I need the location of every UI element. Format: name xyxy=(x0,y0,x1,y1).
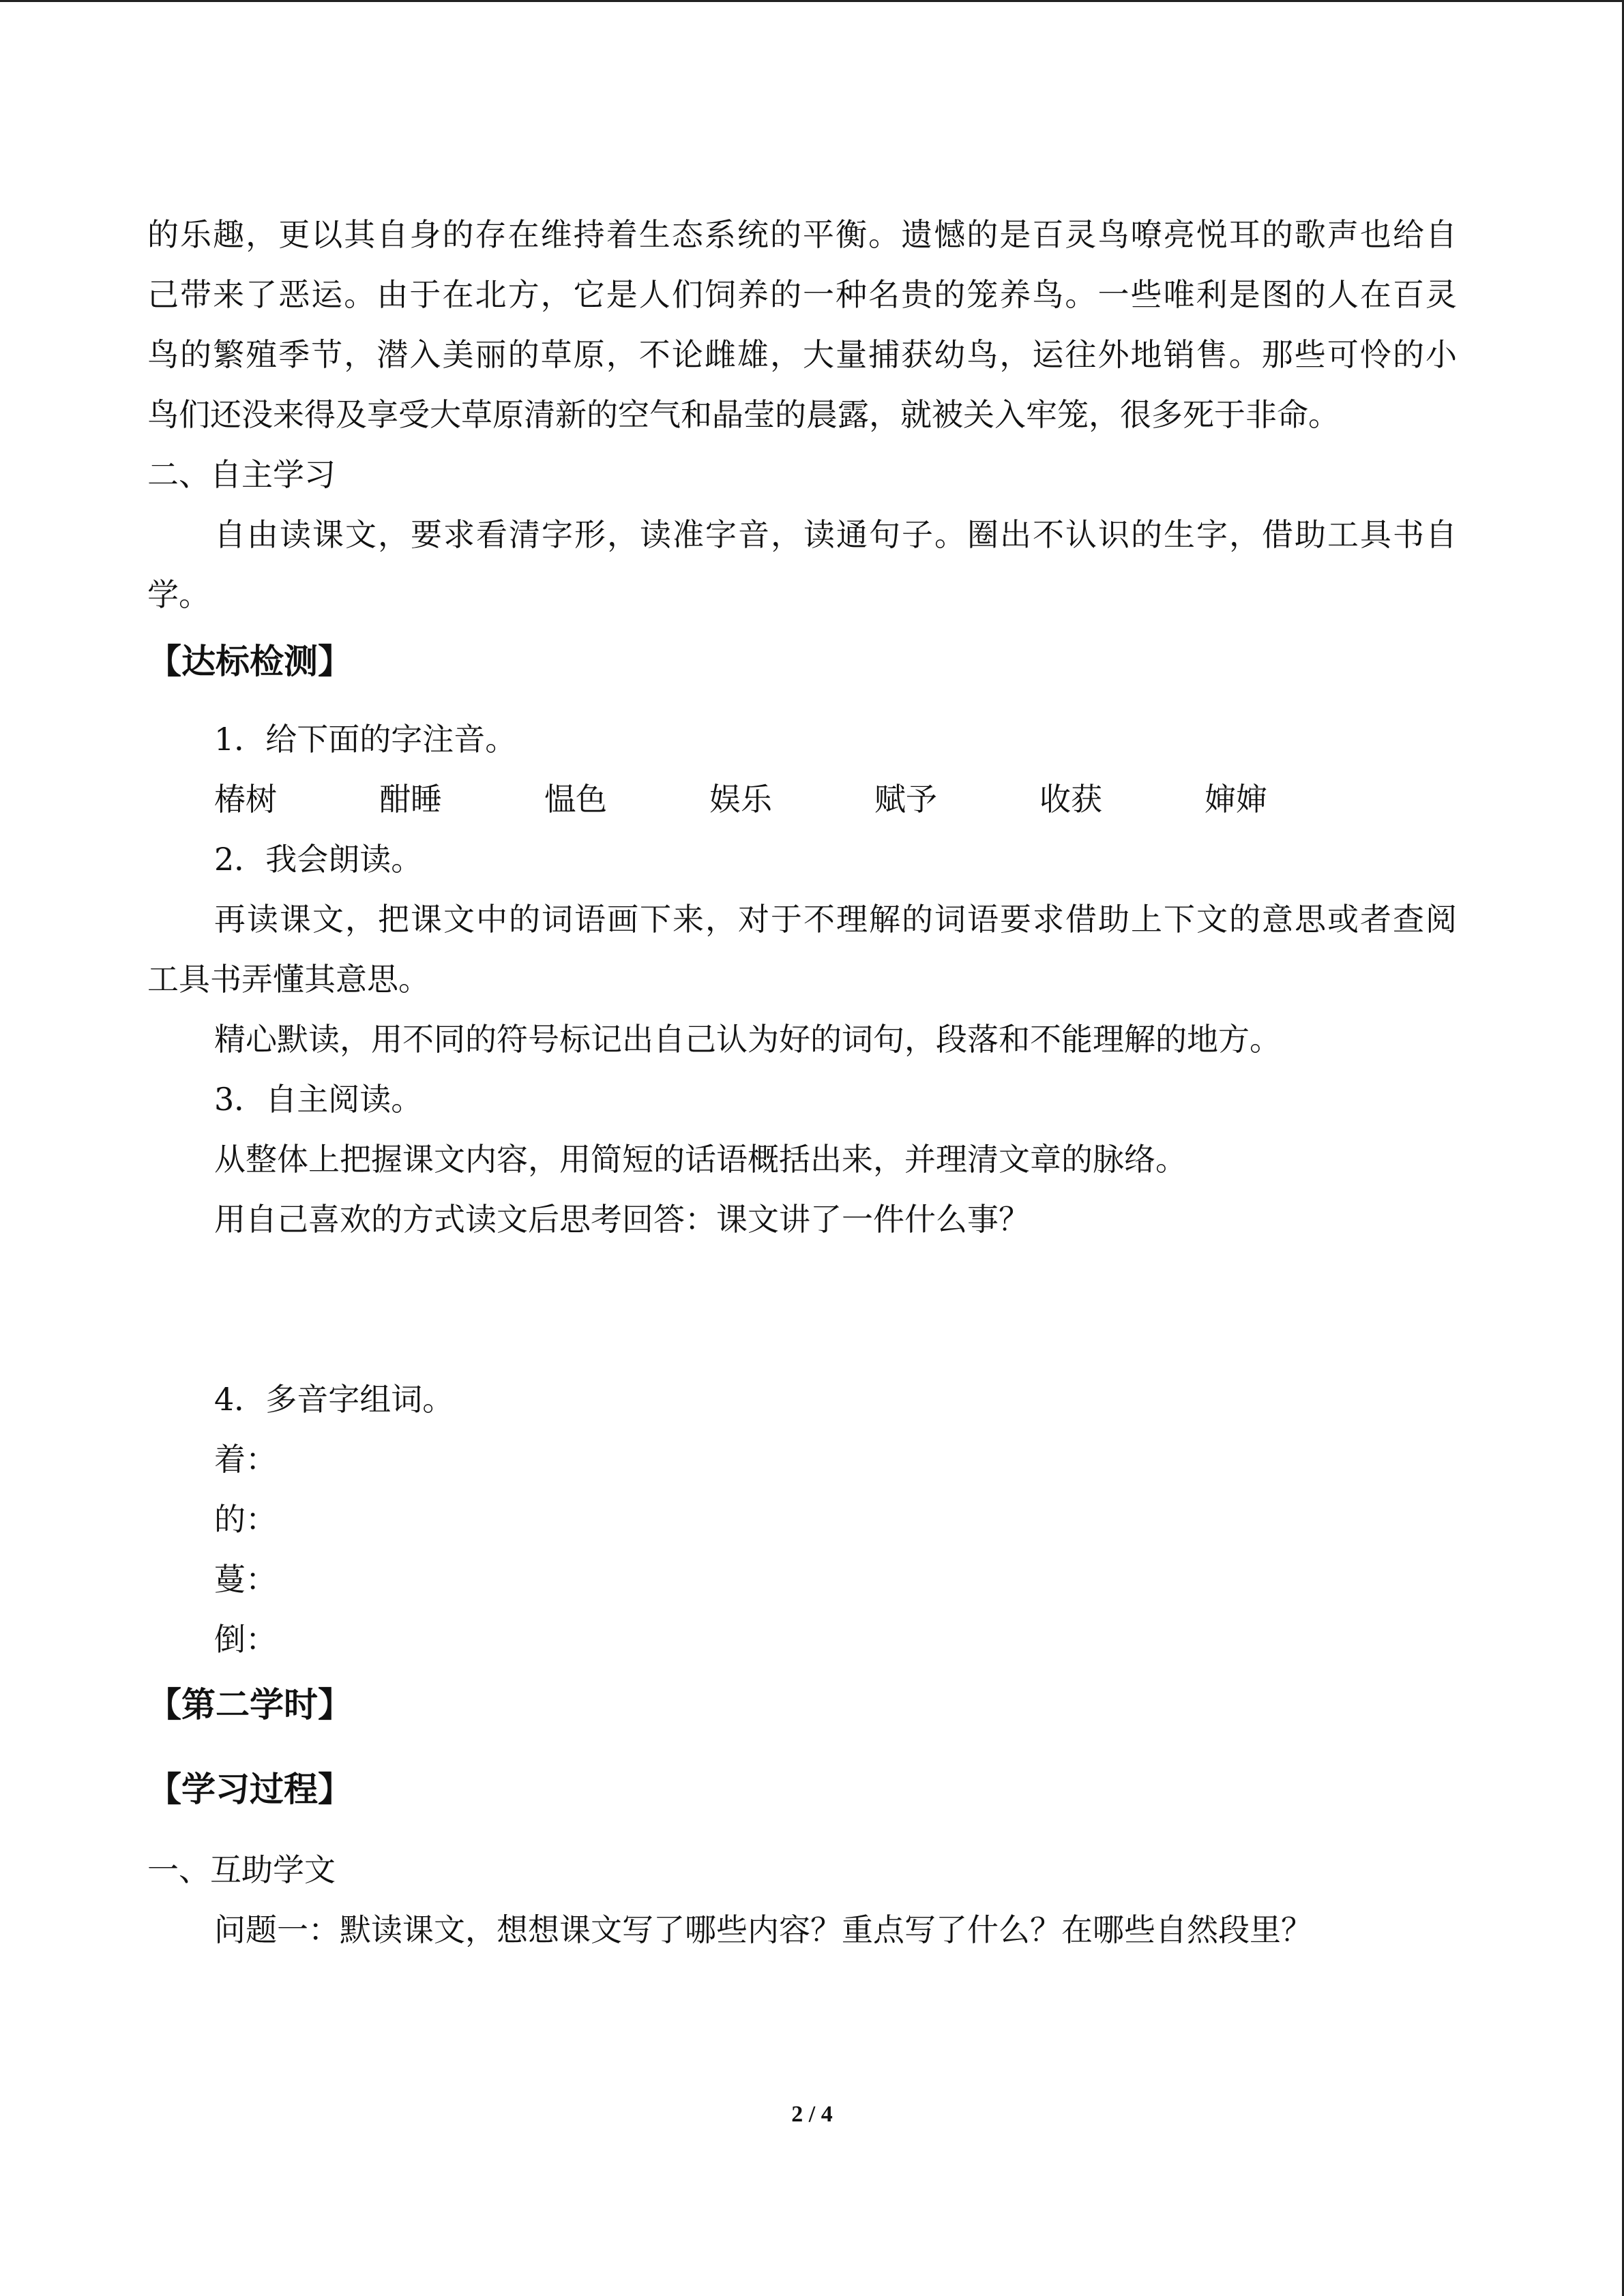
question-2-title: 2．我会朗读。 xyxy=(214,841,423,878)
polyphone-item: 着： xyxy=(214,1441,277,1478)
question-4-title: 4．多音字组词。 xyxy=(214,1381,454,1418)
page-top-border xyxy=(0,0,1624,2)
pinyin-word-list xyxy=(147,769,1457,829)
word-item: 酣睡 xyxy=(379,781,442,818)
paragraph-line: 工具书弄懂其意思。 xyxy=(147,961,430,998)
polyphone-item: 倒： xyxy=(214,1621,277,1658)
polyphone-item: 的： xyxy=(214,1501,277,1538)
heading-learning-process: 【学习过程】 xyxy=(147,1770,352,1809)
answer-space xyxy=(147,1249,1457,1369)
page-number: 2 / 4 xyxy=(791,2102,833,2127)
word-item: 婶婶 xyxy=(1205,781,1267,818)
word-item: 愠色 xyxy=(544,781,607,818)
word-item: 娱乐 xyxy=(709,781,772,818)
paragraph-line: 精心默读，用不同的符号标记出自己认为好的词句，段落和不能理解的地方。 xyxy=(214,1021,1281,1058)
paragraph-line: 鸟的繁殖季节，潜入美丽的草原，不论雌雄，大量捕获幼鸟，运往外地销售。那些可怜的小 xyxy=(147,336,1457,373)
section-title-self-study: 二、自主学习 xyxy=(147,456,336,493)
paragraph-line: 己带来了恶运。由于在北方，它是人们饲养的一种名贵的笼养鸟。一些唯利是图的人在百灵 xyxy=(147,276,1457,313)
word-item: 赋予 xyxy=(874,781,937,818)
paragraph-line: 学。 xyxy=(147,576,210,613)
polyphone-item: 蔓： xyxy=(214,1561,277,1598)
word-item: 椿树 xyxy=(214,781,277,818)
document-body xyxy=(147,205,1457,1960)
heading-dabiao: 【达标检测】 xyxy=(147,642,352,681)
section-title-mutual: 一、互助学文 xyxy=(147,1851,336,1888)
paragraph-line: 用自己喜欢的方式读文后思考回答：课文讲了一件什么事？ xyxy=(214,1201,1030,1238)
question-1-title: 1．给下面的字注音。 xyxy=(214,721,517,758)
paragraph-line: 鸟们还没来得及享受大草原清新的空气和晶莹的晨露，就被关入牢笼，很多死于非命。 xyxy=(147,396,1340,433)
question-line: 问题一：默读课文，想想课文写了哪些内容？重点写了什么？在哪些自然段里？ xyxy=(214,1911,1312,1948)
heading-second-period: 【第二学时】 xyxy=(147,1685,352,1725)
word-item: 收获 xyxy=(1039,781,1102,818)
paragraph-line: 再读课文，把课文中的词语画下来，对于不理解的词语要求借助上下文的意思或者查阅 xyxy=(214,901,1457,938)
paragraph-line: 自由读课文，要求看清字形，读准字音，读通句子。圈出不认识的生字，借助工具书自 xyxy=(214,516,1457,553)
question-3-title: 3．自主阅读。 xyxy=(214,1081,423,1118)
paragraph-line: 从整体上把握课文内容，用简短的话语概括出来，并理清文章的脉络。 xyxy=(214,1141,1187,1178)
paragraph-line: 的乐趣，更以其自身的存在维持着生态系统的平衡。遗憾的是百灵鸟嘹亮悦耳的歌声也给自 xyxy=(147,216,1457,253)
